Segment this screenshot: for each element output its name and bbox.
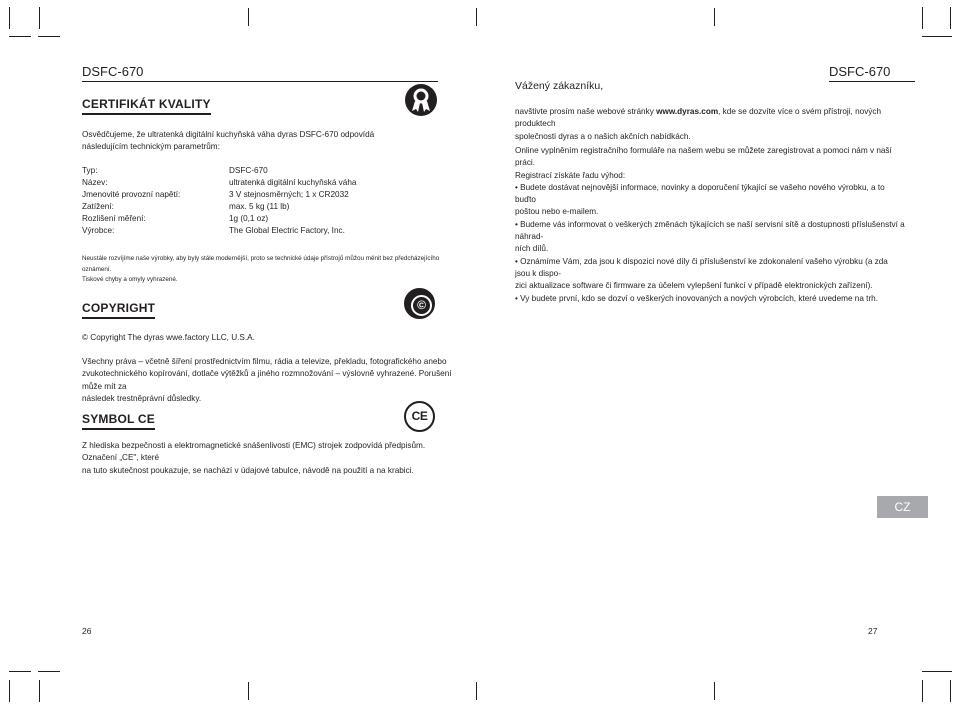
ce-text: Z hlediska bezpečnosti a elektromagnetické snášenlivosti (EMC) strojek zodpovídá předpisům. Označení „CE", které na tuto skutečnost poukazuje, se nachází v údajové tabulce, návodě na použití a na krabici. [82, 441, 426, 475]
quality-medal-icon [404, 83, 438, 117]
crop-mark [9, 671, 31, 672]
crop-mark [930, 671, 952, 672]
page-number-left: 26 [82, 626, 92, 636]
crop-mark [714, 8, 715, 26]
crop-mark [38, 671, 60, 672]
greeting: Vážený zákazníku, [515, 80, 604, 92]
crop-mark [9, 7, 10, 29]
param-row: Název: ultratenká digitální kuchyňská váha [82, 178, 357, 188]
crop-mark [39, 680, 40, 702]
param-row: Výrobce: The Global Electric Factory, Inc. [82, 226, 345, 236]
ce-section [82, 410, 155, 430]
crop-mark [248, 682, 249, 700]
crop-mark [38, 36, 60, 37]
crop-mark [39, 7, 40, 29]
copyright-section [82, 299, 155, 319]
param-row: Zatížení: max. 5 kg (11 lb) [82, 202, 290, 212]
ce-title: SYMBOL CE [82, 412, 155, 430]
crop-mark [476, 8, 477, 26]
copyright-icon [404, 288, 435, 319]
registration-paragraph: Online vyplněním registračního formuláře na našem webu se můžete zaregistrovat a pomoci nám v naší práci. Registrací získáte řadu výhod: • Budete dostávat nejnovější informace, novinky a doporučení týkající se vašeho nového výrobku, a to buďto poštou nebo e-mailem. • Budeme vás informovat o veškerých změnách týkajících se naší servisní sítě a dostupnosti příslušenství a náhrad- ních dílů. • Oznámíme Vám, zda jsou k dispozici nové díly či příslušenství ke zdokonalení vašeho výrobku (a zda jsou k dispo- zici aktualizace software či firmware za účelem vylepšení funkcí v případě elektronických zařízení). • Vy budete první, kdo se dozví o veškerých inovovaných a nových výrobcích, které uvedeme na trh. [515, 145, 905, 305]
right-model-label: DSFC-670 [829, 64, 891, 79]
ce-mark-icon [404, 401, 435, 432]
copyright-line: © Copyright The dyras wwe.factory LLC, U.S.A. [82, 333, 255, 342]
certificate-title: CERTIFIKÁT KVALITY [82, 97, 211, 115]
copyright-title: COPYRIGHT [82, 301, 155, 319]
crop-mark [922, 7, 923, 29]
list-item: • Oznámíme Vám, zda jsou k dispozici nové díly či příslušenství ke zdokonalení vašeho výrobku (a zda jsou k dispo- [515, 256, 888, 278]
certificate-intro: Osvědčujeme, že ultratenká digitální kuchyňská váha dyras DSFC-670 odpovídá následujícím technickým parametrům: [82, 130, 375, 152]
page-number-right: 27 [868, 626, 878, 636]
copyright-text: Všechny práva – včetně šíření prostřednictvím filmu, rádia a televize, překladu, fotografického anebo zvukotechnického kopírování, dotlače výtěžků a jiného rozmnožování – výslovně vyhrazené. Porušení může mít za následek trestněprávní důsledky. [82, 357, 452, 403]
left-page-header [82, 63, 438, 82]
crop-mark [9, 36, 31, 37]
param-row: Rozlišení měření: 1g (0,1 oz) [82, 214, 269, 224]
list-item: • Budeme vás informovat o veškerých změnách týkajících se naší servisní sítě a dostupnosti příslušenství a náhrad- [515, 219, 905, 242]
crop-mark [9, 680, 10, 702]
certificate-note: Neustále rozvíjíme naše výrobky, aby byly stále modernější, proto se technické údaje přístrojů můžou měnit bez předcházejícího oznámení. Tiskové chyby a omyly vyhrazené. [82, 255, 440, 283]
param-row: Jmenovité provozní napětí: 3 V stejnosměrných; 1 x CR2032 [82, 190, 349, 200]
crop-mark [930, 36, 952, 37]
right-page-header [829, 63, 915, 82]
parameter-table [82, 165, 412, 238]
ce-mark-glyph: CE [411, 409, 428, 423]
crop-mark [714, 682, 715, 700]
website-link[interactable]: www.dyras.com [656, 107, 719, 116]
crop-mark [950, 7, 951, 29]
param-row: Typ: DSFC-670 [82, 166, 268, 175]
crop-mark [922, 680, 923, 702]
certificate-section [82, 95, 211, 115]
intro-paragraph: navštivte prosím naše webové stránky www.dyras.com, kde se dozvíte více o svém přístroji, nových produktech společnosti dyras a o našich akčních nabídkách. [515, 107, 882, 141]
crop-mark [248, 8, 249, 26]
list-item: • Budete dostávat nejnovější informace, novinky a doporučení týkající se vašeho nového výrobku, a to buďto [515, 182, 885, 205]
crop-mark [950, 680, 951, 702]
left-model-label: DSFC-670 [82, 64, 144, 79]
list-item: • Vy budete první, kdo se dozví o veškerých inovovaných a nových výrobcích, které uvedeme na trh. [515, 293, 879, 303]
language-badge: CZ [877, 496, 928, 518]
copyright-glyph: © [411, 295, 432, 316]
crop-mark [476, 682, 477, 700]
